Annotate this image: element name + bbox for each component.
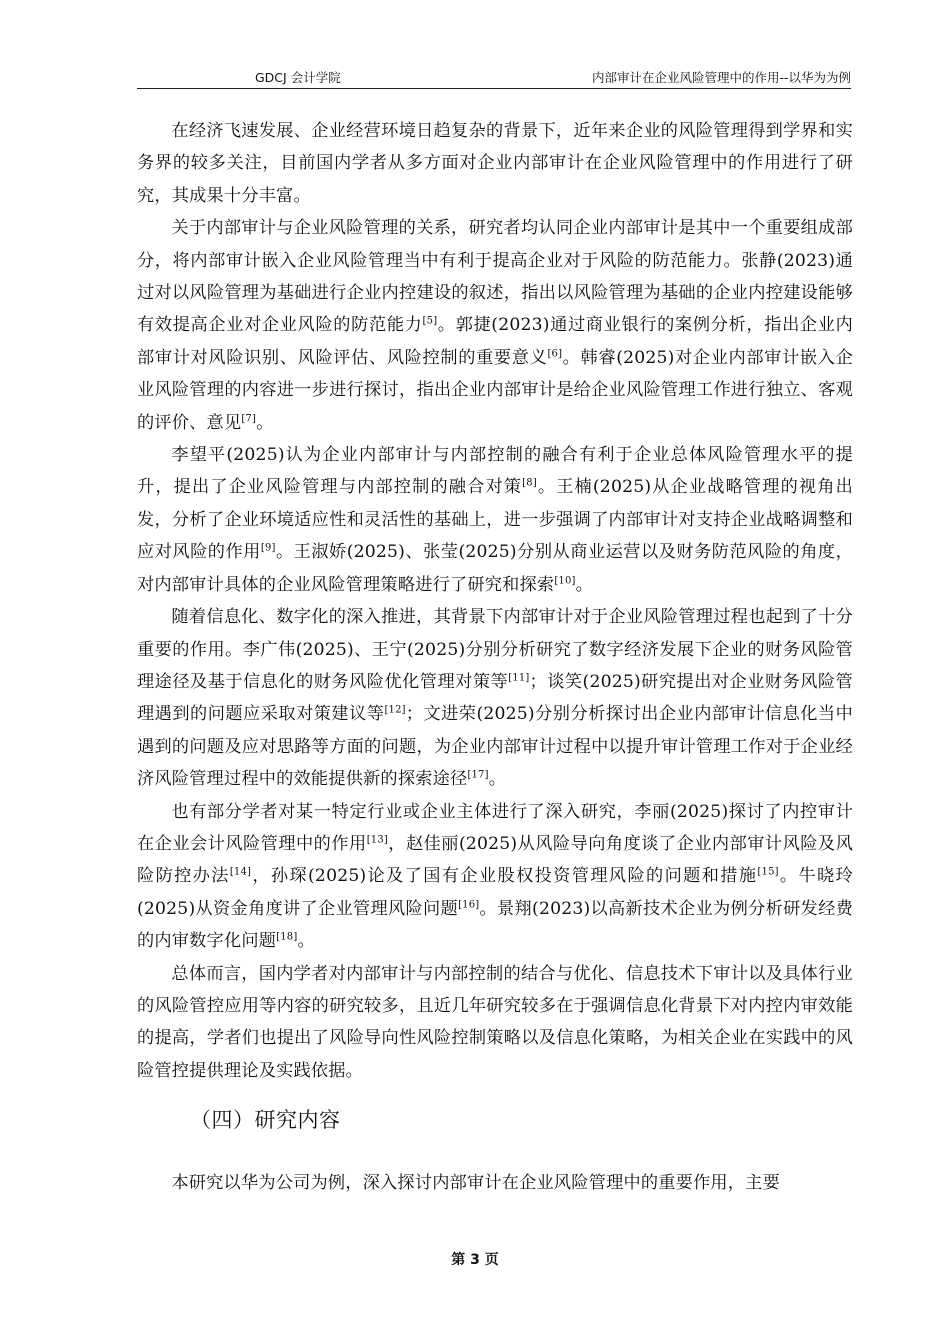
citation-ref: [12] — [384, 704, 406, 716]
paragraph-text: 在经济飞速发展、企业经营环境日趋复杂的背景下，近年来企业的风险管理得到学界和实务界的较多关注，目前国内学者从多方面对企业内部审计在企业风险管理中的作用进行了研究，其成果十分丰富。 — [137, 121, 853, 206]
paragraph-text: 关于内部审计与企业风险管理的关系，研究者均认同企业内部审计是其中一个重要组成部分，将内部审计嵌入企业风险管理当中有利于提高企业对于风险的防范能力。张静(2023)通过对以风险管理为基础进行企业内控建设的叙述，指出以风险管理为基础的企业内控建设能够有效提高企业对企业风险的防范能力 — [137, 218, 853, 336]
paragraph-text: ；文进荣(2025)分别分析探讨出企业内部审计信息化当中遇到的问题及应对思路等方面的问题，为企业内部审计过程中以提升审计管理工作对于企业经济风险管理过程中的效能提供新的探索途径 — [137, 704, 853, 790]
citation-ref: [11] — [508, 672, 530, 684]
paragraph-text: 。郭捷(2023)通过商业银行的案例分析，指出企业内部审计对风险识别、风险评估、风险控制的重要意义 — [137, 315, 854, 368]
paragraph — [137, 212, 853, 439]
citation-ref: [14] — [229, 866, 252, 878]
paragraph — [137, 601, 853, 795]
paragraph-text: ，赵佳丽(2025)从风险导向角度谈了企业内部审计风险及风险防控办法 — [137, 833, 853, 887]
header-title: 内部审计在企业风险管理中的作用--以华为为例 — [591, 70, 851, 85]
paragraph-text: 。 — [488, 769, 507, 790]
header-school: GDCJ 会计学院 — [255, 70, 341, 85]
citation-ref: [6] — [547, 348, 563, 360]
paragraph-text: ；谈笑(2025)研究提出对企业财务风险管理遇到的问题应采取对策建议等 — [137, 671, 853, 725]
citation-ref: [9] — [260, 542, 276, 554]
paragraph-text: 。 — [256, 412, 274, 433]
paragraph-text: 。 — [297, 931, 315, 952]
section-heading: （四）研究内容 — [190, 1108, 341, 1132]
paragraph-text: 也有部分学者对某一特定行业或企业主体进行了深入研究，李丽(2025)探讨了内控审计在企业会计风险管理中的作用 — [137, 801, 853, 854]
citation-ref: [17] — [467, 769, 489, 781]
page-number: 第 3 页 — [451, 1252, 499, 1268]
citation-ref: [16] — [458, 899, 480, 911]
paragraph-text: 总体而言，国内学者对内部审计与内部控制的结合与优化、信息技术下审计以及具体行业的风险管控应用等内容的研究较多，且近几年研究较多在于强调信息化背景下对内控内审效能的提高，学者们也提出了风险导向性风险控制策略以及信息化策略，为相关企业在实践中的风险管控提供理论及实践依据。 — [137, 963, 853, 1081]
paragraph — [137, 958, 853, 1088]
paragraph-text: 。牛晓玲(2025)从资金角度讲了企业管理风险问题 — [137, 866, 853, 919]
citation-ref: [13] — [366, 834, 389, 846]
citation-ref: [7] — [241, 412, 257, 424]
citation-ref: [8] — [522, 477, 537, 489]
page-header — [137, 66, 851, 89]
paragraph-text: 。 — [575, 574, 594, 595]
paragraph — [137, 115, 853, 212]
paragraph — [137, 796, 853, 958]
citation-ref: [15] — [757, 866, 779, 878]
paragraph: 本研究以华为公司为例，深入探讨内部审计在企业风险管理中的重要作用，主要 — [171, 1173, 780, 1193]
citation-ref: [5] — [422, 315, 438, 327]
citation-ref: [10] — [554, 574, 576, 586]
body-text — [137, 115, 853, 1087]
paragraph-text: 。王淑娇(2025)、张莹(2025)分别从商业运营以及财务防范风险的角度，对内部审计具体的企业风险管理策略进行了研究和探索 — [137, 542, 854, 595]
paragraph-text: 。王楠(2025)从企业战略管理的视角出发，分析了企业环境适应性和灵活性的基础上，进一步强调了内部审计对支持企业战略调整和应对风险的作用 — [137, 477, 853, 563]
paragraph — [137, 439, 853, 601]
paragraph-text: ，孙琛(2025)论及了国有企业股权投资管理风险的问题和措施 — [251, 866, 758, 887]
citation-ref: [18] — [276, 931, 298, 943]
paragraph-text: 随着信息化、数字化的深入推进，其背景下内部审计对于企业风险管理过程也起到了十分重要的作用。李广伟(2025)、王宁(2025)分别分析研究了数字经济发展下企业的财务风险管理途径及基于信息化的财务风险优化管理对策等 — [137, 607, 853, 692]
paragraph-text: 。景翔(2023)以高新技术企业为例分析研发经费的内审数字化问题 — [137, 898, 853, 952]
body-text-continued — [137, 1167, 853, 1199]
paragraph-text: 。韩睿(2025)对企业内部审计嵌入企业风险管理的内容进一步进行探讨，指出企业内部审计是给企业风险管理工作进行独立、客观的评价、意见 — [137, 347, 853, 433]
paragraph-text: 李望平(2025)认为企业内部审计与内部控制的融合有利于企业总体风险管理水平的提升，提出了企业风险管理与内部控制的融合对策 — [137, 445, 853, 498]
